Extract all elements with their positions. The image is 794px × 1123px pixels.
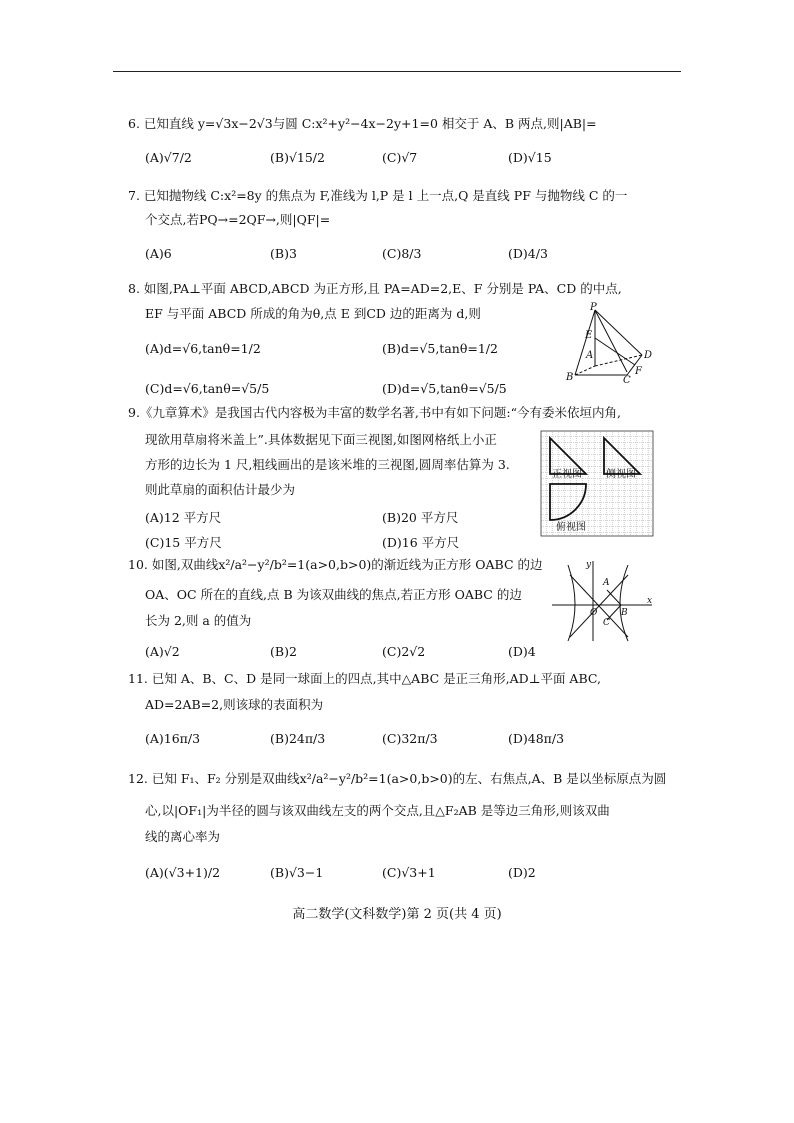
q9-option-b: (B)20 平方尺 — [382, 510, 459, 525]
q8-label-d: D — [644, 350, 653, 361]
q9-option-a: (A)12 平方尺 — [145, 510, 222, 525]
q10-option-a: (A)√2 — [145, 644, 180, 659]
q11-option-c: (C)32π/3 — [382, 731, 438, 746]
q7-stem-line-2: 个交点,若PQ→=2QF→,则|QF|= — [145, 212, 331, 227]
q10-option-b: (B)2 — [270, 644, 297, 659]
q12-option-a: (A)(√3+1)/2 — [145, 865, 221, 880]
q8-option-d: (D)d=√5,tanθ=√5/5 — [382, 381, 507, 396]
q11-option-b: (B)24π/3 — [270, 731, 326, 746]
q10-label-b: B — [621, 608, 628, 618]
q8-label-f: F — [635, 366, 642, 377]
q7-option-c: (C)8/3 — [382, 246, 422, 261]
q10-option-c: (C)2√2 — [382, 644, 426, 659]
q11-option-d: (D)48π/3 — [508, 731, 565, 746]
q12-option-b: (B)√3−1 — [270, 865, 324, 880]
q9-option-d: (D)16 平方尺 — [382, 535, 460, 550]
q10-option-d: (D)4 — [508, 644, 536, 659]
q10-hyperbola-figure — [548, 557, 656, 643]
q10-stem-line-3: 长为 2,则 a 的值为 — [145, 613, 252, 628]
q6-option-b: (B)√15/2 — [270, 150, 325, 165]
top-rule — [113, 71, 681, 72]
q12-stem-line-1: 12. 已知 F₁、F₂ 分别是双曲线x²/a²−y²/b²=1(a>0,b>0)的左、右焦点,A、B 是以坐标原点为圆 — [128, 771, 667, 786]
q12-stem-line-3: 线的离心率为 — [145, 829, 221, 844]
q10-label-y: y — [586, 560, 592, 570]
q12-option-d: (D)2 — [508, 865, 536, 880]
q8-option-b: (B)d=√5,tanθ=1/2 — [382, 341, 498, 356]
q12-stem-line-2: 心,以|OF₁|为半径的圆与该双曲线左支的两个交点,且△F₂AB 是等边三角形,则该双曲 — [145, 803, 610, 818]
q8-label-e: E — [585, 330, 593, 341]
q10-stem-line-2: OA、OC 所在的直线,点 B 为该双曲线的焦点,若正方形 OABC 的边 — [145, 587, 522, 602]
q8-label-a: A — [586, 350, 594, 361]
q11-option-a: (A)16π/3 — [145, 731, 201, 746]
q6-option-c: (C)√7 — [382, 150, 418, 165]
q8-label-c: C — [623, 375, 631, 385]
q10-label-o: O — [590, 608, 598, 618]
q9-three-view-figure — [540, 430, 654, 537]
q11-stem-line-2: AD=2AB=2,则该球的表面积为 — [145, 697, 324, 712]
q9-stem-line-1: 9.《九章算术》是我国古代内容极为丰富的数学名著,书中有如下问题:“今有委米依垣内角, — [128, 405, 621, 420]
q10-stem-line-1: 10. 如图,双曲线x²/a²−y²/b²=1(a>0,b>0)的渐近线为正方形 OABC 的边 — [128, 557, 543, 572]
q8-option-a: (A)d=√6,tanθ=1/2 — [145, 341, 261, 356]
q10-label-a: A — [603, 578, 610, 588]
q7-option-d: (D)4/3 — [508, 246, 548, 261]
q6-option-d: (D)√15 — [508, 150, 552, 165]
q7-option-b: (B)3 — [270, 246, 297, 261]
q10-label-x: x — [647, 596, 653, 606]
q10-label-c: C — [603, 618, 610, 628]
q11-stem-line-1: 11. 已知 A、B、C、D 是同一球面上的四点,其中△ABC 是正三角形,AD⊥平面 ABC, — [128, 671, 601, 686]
page-footer: 高二数学(文科数学)第 2 页(共 4 页) — [292, 907, 502, 922]
q9-label-top-view: 俯视图 — [556, 522, 586, 533]
q9-label-side-view: 侧视图 — [606, 469, 636, 480]
q8-label-p: P — [590, 302, 597, 313]
q8-label-b: B — [566, 372, 574, 383]
q9-stem-line-2: 现欲用草扇将米盖上”.具体数据见下面三视图,如图网格纸上小正 — [145, 432, 497, 447]
q8-pyramid-figure — [565, 300, 660, 385]
q7-option-a: (A)6 — [145, 246, 172, 261]
q6-option-a: (A)√7/2 — [145, 150, 192, 165]
q9-option-c: (C)15 平方尺 — [145, 535, 222, 550]
q9-stem-line-4: 则此草扇的面积估计最少为 — [145, 482, 296, 497]
q6-stem: 6. 已知直线 y=√3x−2√3与圆 C:x²+y²−4x−2y+1=0 相交于 A、B 两点,则|AB|= — [128, 116, 597, 131]
q7-stem-line-1: 7. 已知抛物线 C:x²=8y 的焦点为 F,准线为 l,P 是 l 上一点,Q 是直线 PF 与抛物线 C 的一 — [128, 188, 628, 203]
q9-label-front-view: 正视图 — [552, 469, 582, 480]
q8-stem-line-2: EF 与平面 ABCD 所成的角为θ,点 E 到CD 边的距离为 d,则 — [145, 306, 481, 321]
q12-option-c: (C)√3+1 — [382, 865, 436, 880]
q8-stem-line-1: 8. 如图,PA⊥平面 ABCD,ABCD 为正方形,且 PA=AD=2,E、F 分别是 PA、CD 的中点, — [128, 281, 622, 296]
q8-option-c: (C)d=√6,tanθ=√5/5 — [145, 381, 270, 396]
q9-stem-line-3: 方形的边长为 1 尺,粗线画出的是该米堆的三视图,圆周率估算为 3. — [145, 457, 510, 472]
